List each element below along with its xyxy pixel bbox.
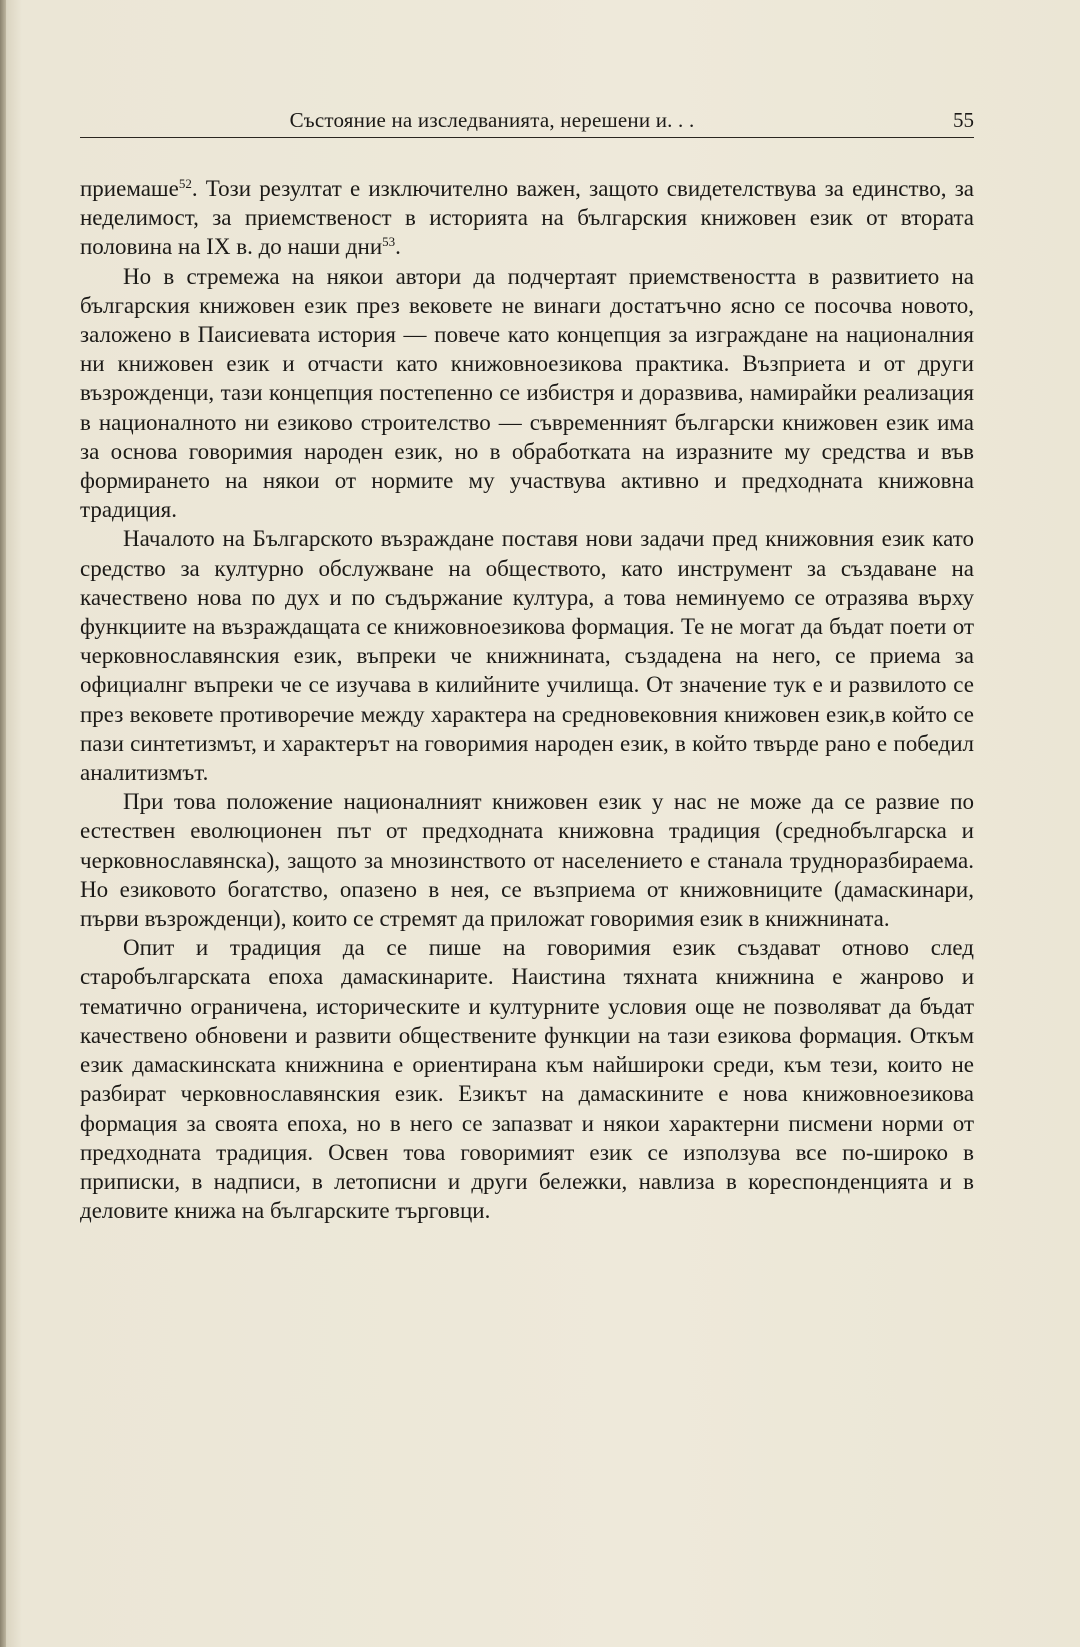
footnote-ref-53[interactable]: 53 [382, 234, 396, 250]
running-title: Състояние на изследванията, нерешени и. . . [289, 108, 695, 132]
paragraph-1 [80, 174, 974, 262]
running-head [80, 100, 974, 140]
header-rule [80, 137, 974, 138]
paragraph-1-middle: . Този резултат е изключително важен, защото свидетелствува за единство, за неделимост, за приемственост в историята на българския книжовен език от втората половина на IX в. до наши дни [80, 176, 974, 260]
page-number: 55 [953, 108, 974, 132]
paragraph-5: Опит и традиция да се пише на говоримия език създават отново след старобългарската епоха дамаскинарите. Наистина тяхната книжнина е жанрово и тематично ограничена, историческите и културните условия още не позволяват да бъдат качествено обновени и развити обществените функции на тази езикова формация. Откъм език дамаскинската книжнина е ориентирана към найшироки среди, към тези, които не разбират черковнославянския език. Езикът на дамаскините е нова книжовноезикова формация за своята епоха, но в него се запазват и някои характерни писмени норми от предходната традиция. Освен това говоримият език се използува все по-широко в приписки, в надписи, в летописни и други бележки, навлиза в кореспонденцията и в деловите книжа на българските търговци. [80, 935, 974, 1224]
footnote-ref-52[interactable]: 52 [178, 176, 192, 191]
body-text [80, 174, 974, 1225]
paragraph-1-end: . [395, 234, 401, 260]
paragraph-2: Но в стремежа на някои автори да подчертаят приемствеността в развитието на българския книжовен език през вековете не винаги достатъчно ясно се посочва новото, заложено в Паисиевата история — повече като концепция за изграждане на националния ни книжовен език и отчасти като книжовноезикова практика. Възприета и от други възрожденци, тази концепция постепенно се избистря и доразвива, намирайки реализация в националното ни езиково строителство — съвременният български книжовен език има за основа говоримия народен език, но в обработката на изразните му средства и във формирането на някои от нормите му участвува активно и предходната книжовна традиция. [80, 263, 974, 523]
binding-edge [0, 0, 6, 1647]
paragraph-4: При това положение националният книжовен език у нас не може да се развие по естествен еволюционен път от предходната книжовна традиция (среднобългарска и черковнославянска), защото за мнозинството от населението е станала трудноразбираема. Но езиковото богатство, опазено в нея, се възприема от книжовниците (дамаскинари, първи възрожденци), които се стремят да приложат говоримия език в книжнината. [80, 789, 974, 932]
paragraph-3: Началото на Българското възраждане поставя нови задачи пред книжовния език като средство за културно обслужване на обществото, като инструмент за създаване на качествено нова по дух и по съдържание култура, а това неминуемо се отразява върху функциите на възраждащата се книжовноезикова формация. Те не могат да бъдат поети от черковнославянския език, въпреки че книжнината, създадена на него, се приема за официалнг въпреки че се изучава в килийните училища. От значение тук е и развилото се през вековете противоречие между характера на средновековния книжовен език,в който се пази синтетизмът, и характерът на говоримия народен език, в който твърде рано е победил аналитизмът. [80, 526, 974, 786]
paragraph-1-start: приемаше [80, 176, 179, 201]
